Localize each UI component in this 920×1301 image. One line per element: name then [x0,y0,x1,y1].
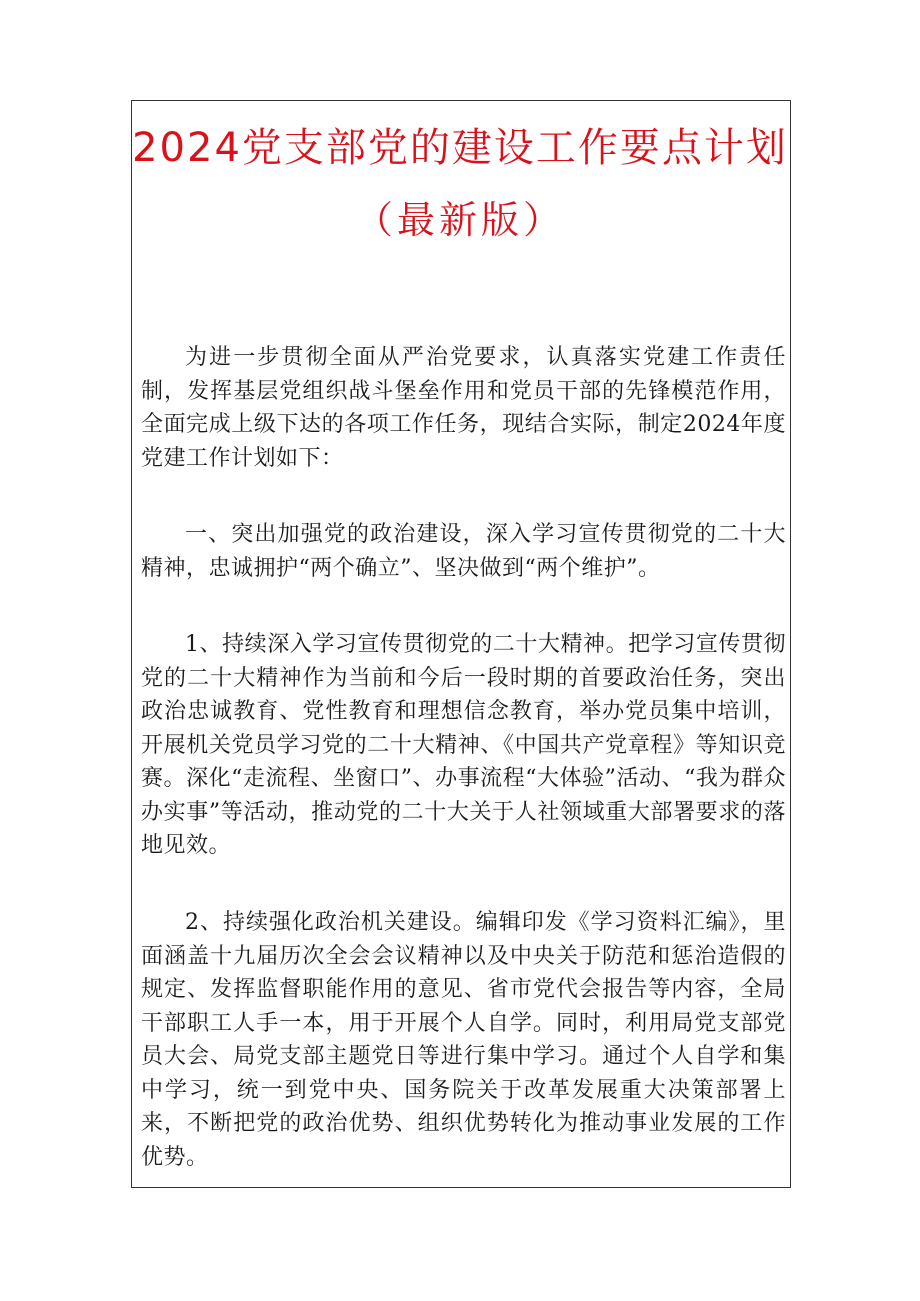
document-subtitle: （最新版） [354,198,565,242]
paragraph-item-2: 2、持续强化政治机关建设。编辑印发《学习资料汇编》，里面涵盖十九届历次全会会议精神以及中央关于防范和惩治造假的规定、发挥监督职能作用的意见、省市党代会报告等内容，全局干部职工人手一本，用于开展个人自学。同时，利用局党支部党员大会、局党支部主题党日等进行集中学习。通过个人自学和集中学习，统一到党中央、国务院关于改革发展重大决策部署上来，不断把党的政治优势、组织优势转化为推动事业发展的工作优势。 [141,910,786,1170]
paragraph-section-1-heading: 一、突出加强党的政治建设，深入学习宣传贯彻党的二十大精神，忠诚拥护“两个确立”、坚决做到“两个维护”。 [141,522,786,581]
document-title: 2024党支部党的建设工作要点计划 [132,125,788,171]
paragraph-intro: 为进一步贯彻全面从严治党要求，认真落实党建工作责任制，发挥基层党组织战斗堡垒作用和党员干部的先锋模范作用，全面完成上级下达的各项工作任务，现结合实际，制定2024年度党建工作计划如下： [141,345,786,471]
paragraph-item-1: 1、持续深入学习宣传贯彻党的二十大精神。把学习宣传贯彻党的二十大精神作为当前和今后一段时期的首要政治任务，突出政治忠诚教育、党性教育和理想信念教育，举办党员集中培训，开展机关党员学习党的二十大精神、《中国共产党章程》等知识竞赛。深化“走流程、坐窗口”、办事流程“大体验”活动、“我为群众办实事”等活动，推动党的二十大关于人社领域重大部署要求的落地见效。 [141,632,786,858]
